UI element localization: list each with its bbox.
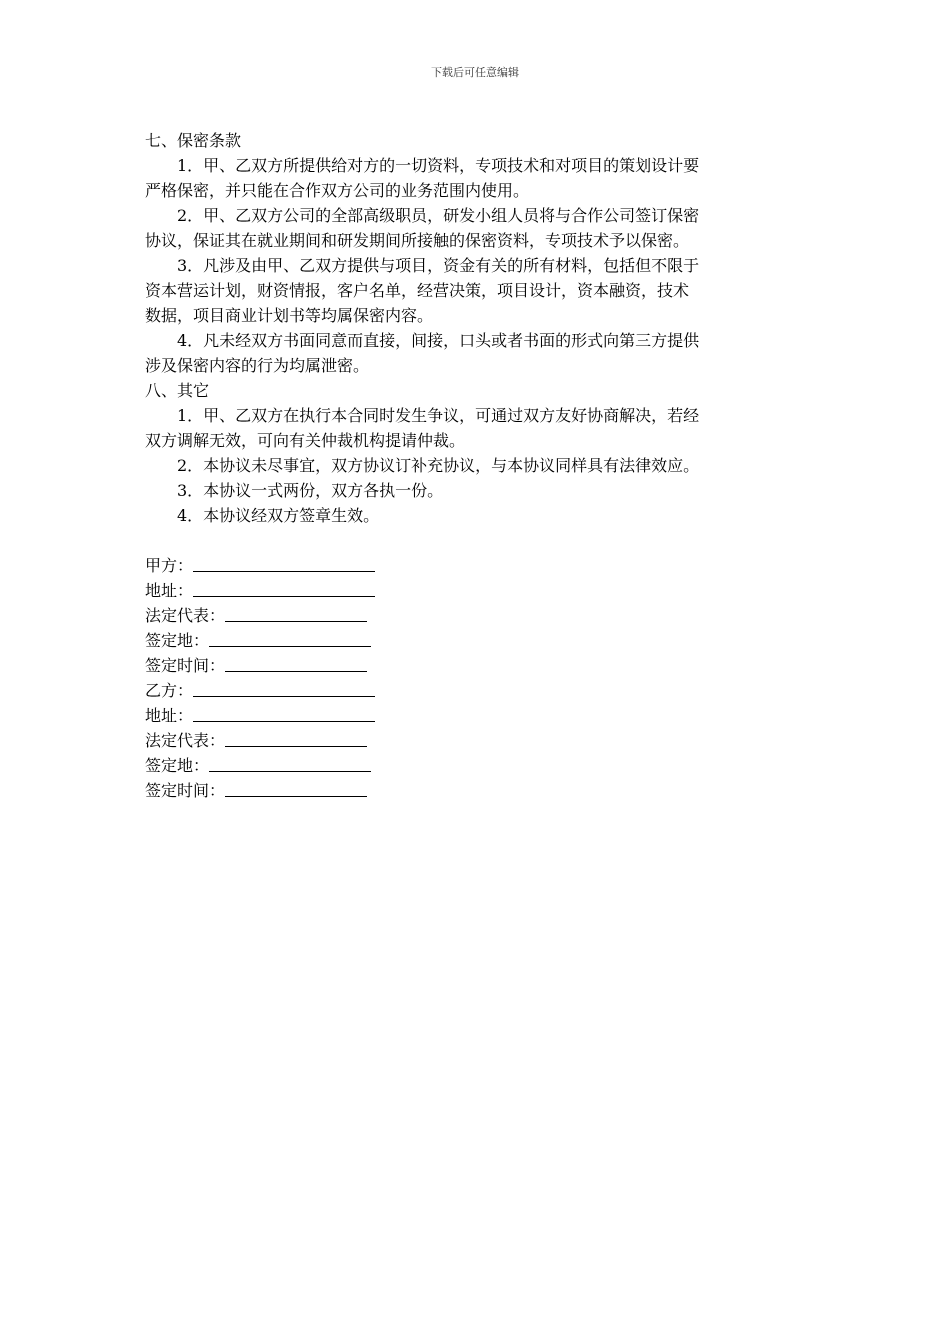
party-a-rep-label: 法定代表： (145, 606, 226, 625)
party-b-address-label: 地址： (145, 706, 194, 725)
signature-row-party-b-address (145, 703, 813, 728)
section-8-heading: 八、其它 (145, 381, 210, 400)
document-body (145, 128, 813, 803)
party-b-place-label: 签定地： (145, 756, 210, 775)
signature-row-party-b-rep (145, 728, 813, 753)
party-a-address-blank[interactable] (193, 580, 375, 597)
party-a-label: 甲方： (145, 556, 194, 575)
section-8-clause-4: 4．本协议经双方签章生效。 (177, 506, 380, 525)
party-a-time-blank[interactable] (225, 655, 367, 672)
party-a-place-label: 签定地： (145, 631, 210, 650)
party-a-address-label: 地址： (145, 581, 194, 600)
party-b-time-blank[interactable] (225, 780, 367, 797)
signature-row-party-a-place (145, 628, 813, 653)
party-a-rep-blank[interactable] (225, 605, 367, 622)
section-7-clause-2-line-2: 协议，保证其在就业期间和研发期间所接触的保密资料，专项技术予以保密。 (145, 231, 690, 250)
signature-row-party-a-rep (145, 603, 813, 628)
signature-row-party-b (145, 678, 813, 703)
section-7-clause-3-line-2: 资本营运计划，财资情报，客户名单，经营决策，项目设计，资本融资，技术 (145, 281, 690, 300)
party-a-blank[interactable] (193, 555, 375, 572)
section-7-clause-1-line-1: 1．甲、乙双方所提供给对方的一切资料，专项技术和对项目的策划设计要 (177, 156, 700, 175)
party-b-time-label: 签定时间： (145, 781, 226, 800)
section-7-clause-1-line-2: 严格保密，并只能在合作双方公司的业务范围内使用。 (145, 181, 530, 200)
signature-row-party-b-place (145, 753, 813, 778)
section-7-clause-4-line-1: 4．凡未经双方书面同意而直接，间接，口头或者书面的形式向第三方提供 (177, 331, 700, 350)
party-b-rep-label: 法定代表： (145, 731, 226, 750)
section-7-clause-3-line-3: 数据，项目商业计划书等均属保密内容。 (145, 306, 434, 325)
signature-row-party-a (145, 553, 813, 578)
signature-row-party-a-address (145, 578, 813, 603)
party-b-rep-blank[interactable] (225, 730, 367, 747)
section-7-heading: 七、保密条款 (145, 131, 242, 150)
page-header: 下载后可任意编辑 (431, 66, 519, 79)
section-7-clause-2-line-1: 2．甲、乙双方公司的全部高级职员，研发小组人员将与合作公司签订保密 (177, 206, 700, 225)
party-b-address-blank[interactable] (193, 705, 375, 722)
party-a-time-label: 签定时间： (145, 656, 226, 675)
section-8-clause-1-line-1: 1．甲、乙双方在执行本合同时发生争议，可通过双方友好协商解决，若经 (177, 406, 700, 425)
paragraph-spacer (145, 528, 813, 553)
party-a-place-blank[interactable] (209, 630, 371, 647)
section-7-clause-4-line-2: 涉及保密内容的行为均属泄密。 (145, 356, 370, 375)
signature-row-party-b-time (145, 778, 813, 803)
party-b-place-blank[interactable] (209, 755, 371, 772)
party-b-label: 乙方： (145, 681, 194, 700)
signature-row-party-a-time (145, 653, 813, 678)
section-8-clause-2: 2．本协议未尽事宜，双方协议订补充协议，与本协议同样具有法律效应。 (177, 456, 700, 475)
section-7-clause-3-line-1: 3．凡涉及由甲、乙双方提供与项目，资金有关的所有材料，包括但不限于 (177, 256, 700, 275)
signature-block (145, 553, 813, 803)
section-8-clause-3: 3．本协议一式两份，双方各执一份。 (177, 481, 444, 500)
section-8-clause-1-line-2: 双方调解无效，可向有关仲裁机构提请仲裁。 (145, 431, 466, 450)
party-b-blank[interactable] (193, 680, 375, 697)
